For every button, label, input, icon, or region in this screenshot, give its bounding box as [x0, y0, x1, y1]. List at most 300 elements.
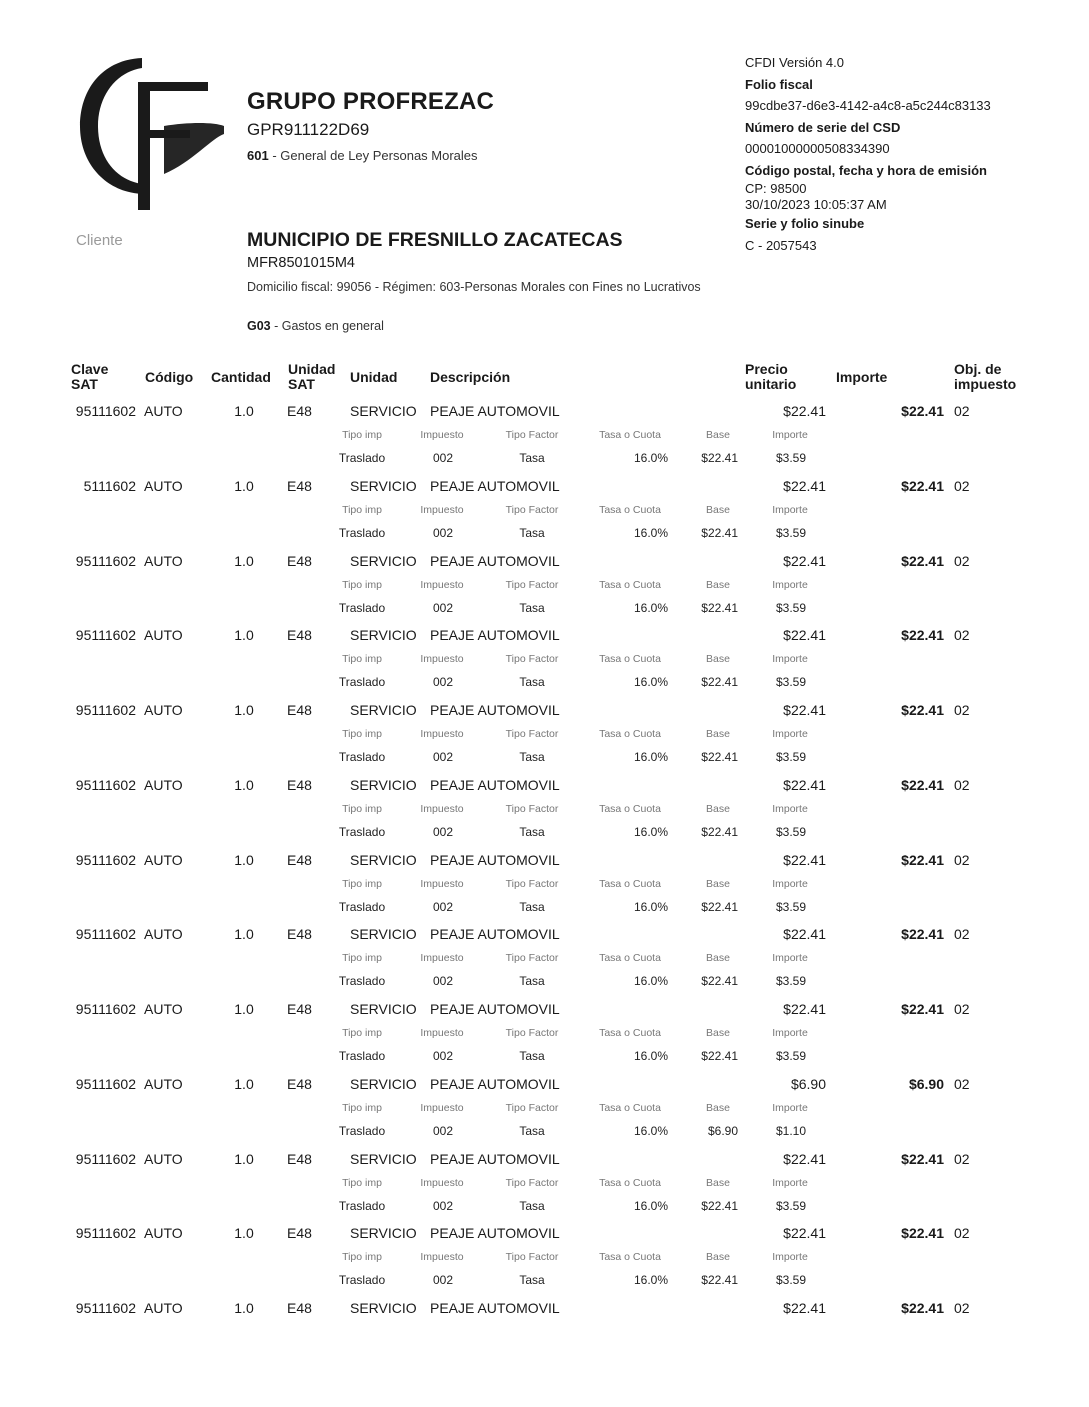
concept-row	[0, 702, 1089, 777]
tax-tipo: Traslado	[338, 974, 386, 988]
unidad: SERVICIO	[350, 1151, 417, 1167]
tax-header-tipo-factor: Tipo Factor	[505, 579, 559, 591]
tax-header-tipo-factor: Tipo Factor	[505, 504, 559, 516]
header-unidad-sat: Unidad SAT	[288, 361, 336, 392]
tax-header-impuesto: Impuesto	[420, 653, 464, 665]
tax-tipo: Traslado	[338, 750, 386, 764]
descripcion: PEAJE AUTOMOVIL	[430, 777, 560, 793]
tax-header-impuesto: Impuesto	[420, 579, 464, 591]
tax-tipo: Traslado	[338, 526, 386, 540]
tax-base: $22.41	[701, 974, 738, 988]
concept-row	[0, 1300, 1089, 1375]
tax-importe: $3.59	[775, 750, 807, 764]
issuer-rfc: GPR911122D69	[247, 120, 370, 139]
tax-factor: Tasa	[519, 1049, 545, 1063]
tax-impuesto: 002	[432, 1049, 454, 1063]
clave-sat: 95111602	[75, 1001, 136, 1017]
tax-header-tipo-imp: Tipo imp	[342, 1177, 382, 1189]
tax-header-base: Base	[706, 1251, 730, 1263]
importe: $22.41	[901, 553, 944, 569]
importe: $22.41	[901, 926, 944, 942]
tax-importe: $3.59	[775, 900, 807, 914]
tax-header-importe: Importe	[772, 878, 808, 890]
concept-row	[0, 1151, 1089, 1226]
header-clave-sat: Clave SAT	[71, 361, 109, 392]
unidad-sat: E48	[287, 1300, 312, 1316]
tax-header-importe: Importe	[772, 1102, 808, 1114]
clave-sat: 95111602	[75, 627, 136, 643]
issuer-regime-code: 601	[247, 148, 269, 163]
obj-impuesto: 02	[954, 777, 970, 793]
cantidad: 1.0	[234, 1001, 254, 1017]
tax-header-tipo-imp: Tipo imp	[342, 1027, 382, 1039]
unidad-sat: E48	[287, 553, 312, 569]
header-descripcion: Descripción	[430, 369, 511, 385]
codigo: AUTO	[144, 926, 183, 942]
unidad-sat: E48	[287, 1151, 312, 1167]
emission-label: Código postal, fecha y hora de emisión	[745, 162, 987, 178]
obj-impuesto: 02	[954, 702, 970, 718]
descripcion: PEAJE AUTOMOVIL	[430, 1225, 560, 1241]
tax-header-tasa: Tasa o Cuota	[599, 952, 661, 964]
cantidad: 1.0	[234, 926, 254, 942]
tax-base: $22.41	[701, 601, 738, 615]
tax-tasa: 16.0%	[633, 1199, 668, 1213]
unidad-sat: E48	[287, 1001, 312, 1017]
issuer-name: GRUPO PROFREZAC	[247, 88, 495, 115]
descripcion: PEAJE AUTOMOVIL	[430, 478, 560, 494]
descripcion: PEAJE AUTOMOVIL	[430, 926, 560, 942]
tax-header-tasa: Tasa o Cuota	[599, 878, 661, 890]
tax-tipo: Traslado	[338, 675, 386, 689]
tax-importe: $3.59	[775, 675, 807, 689]
tax-header-tasa: Tasa o Cuota	[599, 1251, 661, 1263]
csd-label: Número de serie del CSD	[745, 119, 901, 135]
codigo: AUTO	[144, 403, 183, 419]
tax-impuesto: 002	[432, 1124, 454, 1138]
tax-tasa: 16.0%	[633, 601, 668, 615]
tax-factor: Tasa	[519, 1273, 545, 1287]
unidad-sat: E48	[287, 702, 312, 718]
tax-header-base: Base	[706, 653, 730, 665]
header-codigo: Código	[145, 369, 194, 385]
header-importe: Importe	[836, 369, 888, 385]
tax-header-tasa: Tasa o Cuota	[599, 429, 661, 441]
importe: $22.41	[901, 1001, 944, 1017]
tax-header-base: Base	[706, 1102, 730, 1114]
cantidad: 1.0	[234, 777, 254, 793]
tax-impuesto: 002	[432, 825, 454, 839]
tax-importe: $3.59	[775, 825, 807, 839]
tax-header-tasa: Tasa o Cuota	[599, 1102, 661, 1114]
cantidad: 1.0	[234, 1225, 254, 1241]
tax-header-tasa: Tasa o Cuota	[599, 803, 661, 815]
descripcion: PEAJE AUTOMOVIL	[430, 1001, 560, 1017]
clave-sat: 5111602	[83, 478, 136, 494]
tax-header-base: Base	[706, 1177, 730, 1189]
tax-factor: Tasa	[519, 825, 545, 839]
tax-header-tipo-imp: Tipo imp	[342, 653, 382, 665]
obj-impuesto: 02	[954, 627, 970, 643]
emission-datetime: 30/10/2023 10:05:37 AM	[745, 197, 887, 212]
unidad: SERVICIO	[350, 1225, 417, 1241]
tax-header-tipo-imp: Tipo imp	[342, 803, 382, 815]
concept-row	[0, 1076, 1089, 1151]
uso-code: G03	[247, 319, 271, 333]
unidad: SERVICIO	[350, 1076, 417, 1092]
codigo: AUTO	[144, 1300, 183, 1316]
tax-base: $22.41	[701, 900, 738, 914]
folio-fiscal: 99cdbe37-d6e3-4142-a4c8-a5c244c83133	[745, 98, 991, 113]
tax-tasa: 16.0%	[633, 750, 668, 764]
tax-factor: Tasa	[519, 974, 545, 988]
concept-row	[0, 478, 1089, 553]
tax-header-impuesto: Impuesto	[420, 1177, 464, 1189]
tax-header-tipo-imp: Tipo imp	[342, 1102, 382, 1114]
tax-header-base: Base	[706, 878, 730, 890]
tax-header-base: Base	[706, 1027, 730, 1039]
precio-unitario: $22.41	[783, 1001, 826, 1017]
tax-header-importe: Importe	[772, 952, 808, 964]
importe: $22.41	[901, 1151, 944, 1167]
precio-unitario: $22.41	[783, 403, 826, 419]
tax-impuesto: 002	[432, 601, 454, 615]
precio-unitario: $22.41	[783, 627, 826, 643]
unidad: SERVICIO	[350, 403, 417, 419]
concept-row	[0, 403, 1089, 478]
tax-header-impuesto: Impuesto	[420, 504, 464, 516]
cantidad: 1.0	[234, 627, 254, 643]
postal-code: CP: 98500	[745, 181, 807, 196]
tax-importe: $3.59	[775, 974, 807, 988]
unidad: SERVICIO	[350, 926, 417, 942]
descripcion: PEAJE AUTOMOVIL	[430, 403, 560, 419]
tax-header-tasa: Tasa o Cuota	[599, 728, 661, 740]
tax-factor: Tasa	[519, 1199, 545, 1213]
tax-factor: Tasa	[519, 451, 545, 465]
tax-tipo: Traslado	[338, 1273, 386, 1287]
importe: $22.41	[901, 627, 944, 643]
obj-impuesto: 02	[954, 1151, 970, 1167]
importe: $22.41	[901, 852, 944, 868]
codigo: AUTO	[144, 627, 183, 643]
tax-header-base: Base	[706, 579, 730, 591]
codigo: AUTO	[144, 478, 183, 494]
unidad: SERVICIO	[350, 777, 417, 793]
obj-impuesto: 02	[954, 1300, 970, 1316]
tax-header-impuesto: Impuesto	[420, 952, 464, 964]
codigo: AUTO	[144, 702, 183, 718]
issuer-regime-text: - General de Ley Personas Morales	[268, 148, 478, 163]
tax-factor: Tasa	[519, 601, 545, 615]
tax-importe: $1.10	[775, 1124, 807, 1138]
clave-sat: 95111602	[75, 852, 136, 868]
tax-importe: $3.59	[775, 1199, 807, 1213]
tax-tasa: 16.0%	[633, 1124, 668, 1138]
obj-impuesto: 02	[954, 1076, 970, 1092]
tax-header-tipo-imp: Tipo imp	[342, 728, 382, 740]
importe: $22.41	[901, 1225, 944, 1241]
precio-unitario: $22.41	[783, 777, 826, 793]
concept-row	[0, 1225, 1089, 1300]
tax-importe: $3.59	[775, 1049, 807, 1063]
tax-tasa: 16.0%	[633, 451, 668, 465]
tax-header-base: Base	[706, 952, 730, 964]
unidad-sat: E48	[287, 926, 312, 942]
clave-sat: 95111602	[75, 1076, 136, 1092]
tax-base: $22.41	[701, 1049, 738, 1063]
tax-factor: Tasa	[519, 526, 545, 540]
tax-tasa: 16.0%	[633, 825, 668, 839]
tax-header-tipo-factor: Tipo Factor	[505, 803, 559, 815]
tax-header-importe: Importe	[772, 1177, 808, 1189]
tax-tipo: Traslado	[338, 451, 386, 465]
concept-row	[0, 627, 1089, 702]
csd-number: 00001000000508334390	[745, 141, 890, 156]
tax-header-importe: Importe	[772, 728, 808, 740]
cantidad: 1.0	[234, 702, 254, 718]
tax-header-tasa: Tasa o Cuota	[599, 579, 661, 591]
tax-header-tasa: Tasa o Cuota	[599, 1177, 661, 1189]
tax-tipo: Traslado	[338, 1124, 386, 1138]
obj-impuesto: 02	[954, 852, 970, 868]
cantidad: 1.0	[234, 1076, 254, 1092]
cfdi-version: CFDI Versión 4.0	[745, 55, 844, 70]
tax-impuesto: 002	[432, 750, 454, 764]
obj-impuesto: 02	[954, 1001, 970, 1017]
uso-text: - Gastos en general	[270, 319, 384, 333]
tax-header-base: Base	[706, 728, 730, 740]
descripcion: PEAJE AUTOMOVIL	[430, 1151, 560, 1167]
unidad: SERVICIO	[350, 553, 417, 569]
tax-tasa: 16.0%	[633, 900, 668, 914]
descripcion: PEAJE AUTOMOVIL	[430, 702, 560, 718]
tax-header-importe: Importe	[772, 1251, 808, 1263]
header-unidad: Unidad	[350, 369, 398, 385]
unidad-sat: E48	[287, 852, 312, 868]
unidad-sat: E48	[287, 1225, 312, 1241]
tax-header-tipo-factor: Tipo Factor	[505, 1251, 559, 1263]
unidad: SERVICIO	[350, 852, 417, 868]
client-uso-cfdi	[247, 319, 384, 333]
unidad-sat: E48	[287, 777, 312, 793]
concept-row	[0, 777, 1089, 852]
clave-sat: 95111602	[75, 1300, 136, 1316]
tax-base: $22.41	[701, 675, 738, 689]
header-cantidad: Cantidad	[211, 369, 271, 385]
descripcion: PEAJE AUTOMOVIL	[430, 1076, 560, 1092]
tax-header-tipo-imp: Tipo imp	[342, 504, 382, 516]
precio-unitario: $22.41	[783, 1225, 826, 1241]
tax-factor: Tasa	[519, 675, 545, 689]
descripcion: PEAJE AUTOMOVIL	[430, 1300, 560, 1316]
tax-impuesto: 002	[432, 526, 454, 540]
unidad: SERVICIO	[350, 627, 417, 643]
precio-unitario: $22.41	[783, 852, 826, 868]
obj-impuesto: 02	[954, 553, 970, 569]
obj-impuesto: 02	[954, 403, 970, 419]
tax-base: $22.41	[701, 750, 738, 764]
tax-header-impuesto: Impuesto	[420, 1102, 464, 1114]
tax-tasa: 16.0%	[633, 1049, 668, 1063]
precio-unitario: $22.41	[783, 926, 826, 942]
clave-sat: 95111602	[75, 1151, 136, 1167]
importe: $22.41	[901, 1300, 944, 1316]
tax-base: $22.41	[701, 526, 738, 540]
importe: $22.41	[901, 478, 944, 494]
tax-impuesto: 002	[432, 1273, 454, 1287]
concept-row	[0, 1001, 1089, 1076]
tax-importe: $3.59	[775, 451, 807, 465]
tax-tipo: Traslado	[338, 601, 386, 615]
tax-impuesto: 002	[432, 900, 454, 914]
tax-header-tipo-factor: Tipo Factor	[505, 728, 559, 740]
importe: $22.41	[901, 777, 944, 793]
tax-base: $6.90	[707, 1124, 738, 1138]
tax-tipo: Traslado	[338, 1199, 386, 1213]
codigo: AUTO	[144, 1001, 183, 1017]
clave-sat: 95111602	[75, 403, 136, 419]
tax-header-impuesto: Impuesto	[420, 803, 464, 815]
tax-tasa: 16.0%	[633, 526, 668, 540]
tax-header-tipo-factor: Tipo Factor	[505, 952, 559, 964]
cantidad: 1.0	[234, 478, 254, 494]
precio-unitario: $22.41	[783, 478, 826, 494]
tax-importe: $3.59	[775, 526, 807, 540]
client-domicilio: Domicilio fiscal: 99056 - Régimen: 603-Personas Morales con Fines no Lucrativos	[247, 280, 701, 294]
cantidad: 1.0	[234, 403, 254, 419]
unidad: SERVICIO	[350, 1001, 417, 1017]
header-precio: Precio unitario	[745, 361, 797, 392]
tax-header-importe: Importe	[772, 803, 808, 815]
header-obj-impuesto: Obj. de impuesto	[954, 361, 1017, 392]
tax-header-tipo-imp: Tipo imp	[342, 579, 382, 591]
tax-header-tipo-factor: Tipo Factor	[505, 653, 559, 665]
tax-header-tipo-factor: Tipo Factor	[505, 1027, 559, 1039]
tax-factor: Tasa	[519, 1124, 545, 1138]
clave-sat: 95111602	[75, 926, 136, 942]
cantidad: 1.0	[234, 553, 254, 569]
tax-header-importe: Importe	[772, 429, 808, 441]
precio-unitario: $22.41	[783, 1151, 826, 1167]
importe: $22.41	[901, 702, 944, 718]
unidad-sat: E48	[287, 1076, 312, 1092]
codigo: AUTO	[144, 852, 183, 868]
concept-row	[0, 852, 1089, 927]
codigo: AUTO	[144, 1076, 183, 1092]
tax-header-impuesto: Impuesto	[420, 878, 464, 890]
unidad-sat: E48	[287, 403, 312, 419]
unidad: SERVICIO	[350, 1300, 417, 1316]
clave-sat: 95111602	[75, 1225, 136, 1241]
obj-impuesto: 02	[954, 478, 970, 494]
unidad-sat: E48	[287, 627, 312, 643]
tax-factor: Tasa	[519, 750, 545, 764]
tax-base: $22.41	[701, 1199, 738, 1213]
tax-tasa: 16.0%	[633, 1273, 668, 1287]
tax-tipo: Traslado	[338, 900, 386, 914]
serie-label: Serie y folio sinube	[745, 216, 865, 231]
tax-header-tipo-factor: Tipo Factor	[505, 429, 559, 441]
precio-unitario: $22.41	[783, 553, 826, 569]
tax-header-tipo-imp: Tipo imp	[342, 1251, 382, 1263]
tax-header-tasa: Tasa o Cuota	[599, 1027, 661, 1039]
codigo: AUTO	[144, 777, 183, 793]
tax-header-tipo-imp: Tipo imp	[342, 429, 382, 441]
client-name: MUNICIPIO DE FRESNILLO ZACATECAS	[247, 229, 623, 251]
tax-base: $22.41	[701, 1273, 738, 1287]
descripcion: PEAJE AUTOMOVIL	[430, 627, 560, 643]
cantidad: 1.0	[234, 852, 254, 868]
tax-base: $22.41	[701, 825, 738, 839]
tax-tipo: Traslado	[338, 825, 386, 839]
tax-tipo: Traslado	[338, 1049, 386, 1063]
tax-header-tasa: Tasa o Cuota	[599, 504, 661, 516]
client-label: Cliente	[76, 232, 123, 249]
precio-unitario: $6.90	[790, 1076, 826, 1092]
precio-unitario: $22.41	[783, 702, 826, 718]
importe: $22.41	[901, 403, 944, 419]
tax-header-importe: Importe	[772, 653, 808, 665]
codigo: AUTO	[144, 1151, 183, 1167]
clave-sat: 95111602	[75, 702, 136, 718]
obj-impuesto: 02	[954, 1225, 970, 1241]
tax-header-impuesto: Impuesto	[420, 728, 464, 740]
tax-base: $22.41	[701, 451, 738, 465]
tax-tasa: 16.0%	[633, 974, 668, 988]
tax-impuesto: 002	[432, 451, 454, 465]
descripcion: PEAJE AUTOMOVIL	[430, 553, 560, 569]
codigo: AUTO	[144, 553, 183, 569]
unidad-sat: E48	[287, 478, 312, 494]
company-logo	[72, 52, 232, 212]
tax-header-impuesto: Impuesto	[420, 1251, 464, 1263]
serie-folio: C - 2057543	[745, 237, 817, 253]
tax-header-tipo-factor: Tipo Factor	[505, 1177, 559, 1189]
codigo: AUTO	[144, 1225, 183, 1241]
tax-header-base: Base	[706, 429, 730, 441]
cfdi-info	[745, 52, 1075, 256]
folio-fiscal-label: Folio fiscal	[745, 76, 813, 92]
issuer-regime	[247, 148, 478, 163]
tax-header-impuesto: Impuesto	[420, 429, 464, 441]
tax-header-importe: Importe	[772, 579, 808, 591]
tax-header-base: Base	[706, 803, 730, 815]
tax-importe: $3.59	[775, 601, 807, 615]
tax-header-impuesto: Impuesto	[420, 1027, 464, 1039]
importe: $6.90	[908, 1076, 944, 1092]
tax-header-tipo-imp: Tipo imp	[342, 878, 382, 890]
tax-header-importe: Importe	[772, 504, 808, 516]
tax-header-tipo-factor: Tipo Factor	[505, 1102, 559, 1114]
tax-header-base: Base	[706, 504, 730, 516]
precio-unitario: $22.41	[783, 1300, 826, 1316]
tax-impuesto: 002	[432, 1199, 454, 1213]
tax-header-tasa: Tasa o Cuota	[599, 653, 661, 665]
cantidad: 1.0	[234, 1300, 254, 1316]
descripcion: PEAJE AUTOMOVIL	[430, 852, 560, 868]
tax-header-importe: Importe	[772, 1027, 808, 1039]
tax-impuesto: 002	[432, 974, 454, 988]
clave-sat: 95111602	[75, 553, 136, 569]
obj-impuesto: 02	[954, 926, 970, 942]
cantidad: 1.0	[234, 1151, 254, 1167]
tax-factor: Tasa	[519, 900, 545, 914]
unidad: SERVICIO	[350, 702, 417, 718]
concept-row	[0, 926, 1089, 1001]
tax-tasa: 16.0%	[633, 675, 668, 689]
tax-header-tipo-factor: Tipo Factor	[505, 878, 559, 890]
